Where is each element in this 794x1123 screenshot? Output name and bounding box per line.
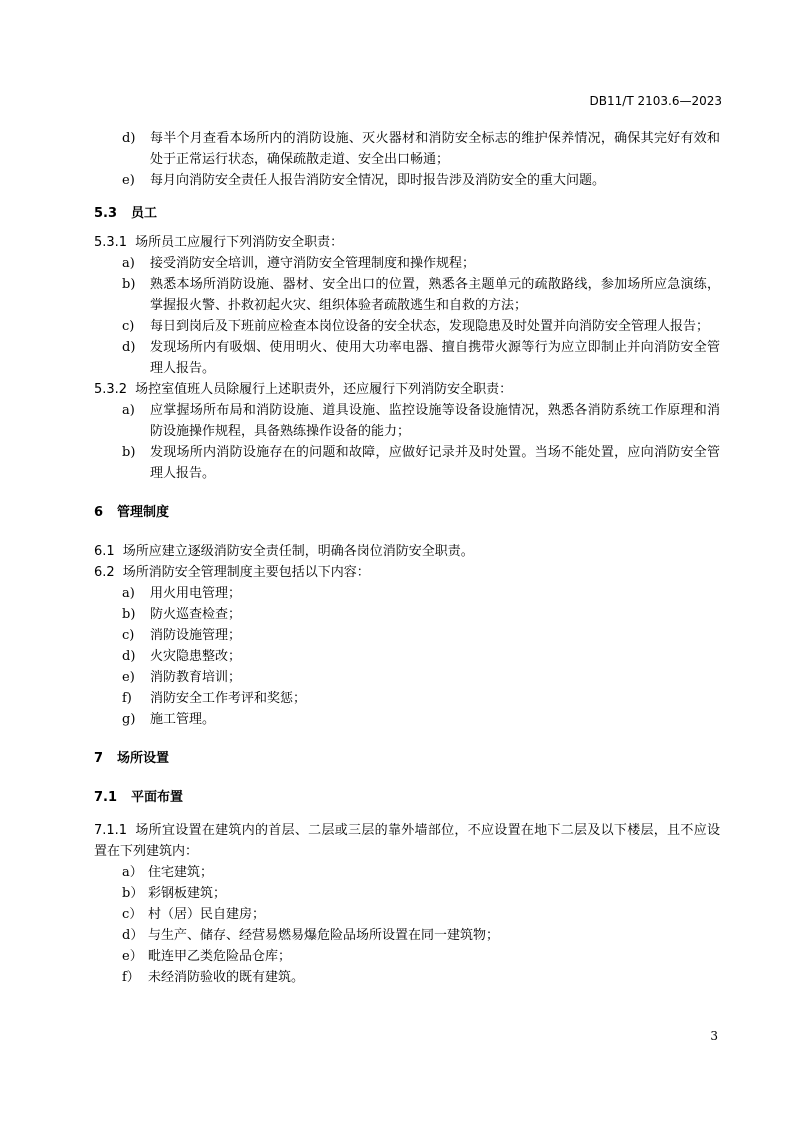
clause-text: 场所宜设置在建筑内的首层、二层或三层的靠外墙部位，不应设置在地下二层及以下楼层，且不应设置在下列建筑内：: [94, 823, 720, 859]
list-item-text: 消防安全工作考评和奖惩；: [150, 691, 307, 706]
list-item: [122, 274, 720, 316]
section-number: 7.1: [94, 790, 118, 805]
list-item-text: 每月向消防安全责任人报告消防安全情况，即时报告涉及消防安全的重大问题。: [150, 173, 606, 188]
list-item: [122, 337, 720, 379]
list-item-label: e）: [122, 949, 143, 964]
list-item: [122, 442, 720, 484]
section-heading-7-1: [94, 787, 720, 808]
list-item-text: 消防设施管理；: [150, 628, 242, 643]
list-item-label: a）: [122, 865, 143, 880]
chapter-number: 7: [94, 751, 104, 766]
clause-number: 6.1: [94, 544, 115, 559]
list-item: [122, 883, 720, 904]
list-item-text: 用火用电管理；: [150, 586, 242, 601]
list-item-text: 发现场所内消防设施存在的问题和故障，应做好记录并及时处置。当场不能处置，应向消防安全管理人报告。: [150, 445, 720, 481]
section-number: 5.3: [94, 206, 118, 221]
list-item: [122, 667, 720, 688]
list-item-text: 未经消防验收的既有建筑。: [148, 970, 305, 985]
list-item-text: 消防教育培训；: [150, 670, 242, 685]
chapter-title: 管理制度: [117, 505, 170, 520]
list-item: [122, 128, 720, 170]
list-item-text: 村（居）民自建房；: [148, 907, 266, 922]
list-item: [122, 400, 720, 442]
list-item-label: c): [122, 628, 135, 643]
list-item: [122, 709, 720, 730]
list-item-label: c): [122, 319, 135, 334]
list-item: [122, 946, 720, 967]
clause-number: 6.2: [94, 565, 115, 580]
clause-text: 场所应建立逐级消防安全责任制，明确各岗位消防安全职责。: [122, 544, 474, 559]
list-item-text: 熟悉本场所消防设施、器材、安全出口的位置，熟悉各主题单元的疏散路线，参加场所应急演练，掌握报火警、扑救初起火灾、组织体验者疏散逃生和自救的方法；: [150, 277, 720, 313]
list-item: [122, 646, 720, 667]
clause-5-3-1: [94, 232, 720, 253]
list-item-text: 每日到岗后及下班前应检查本岗位设备的安全状态，发现隐患及时处置并向消防安全管理人报告；: [150, 319, 710, 334]
list-item-text: 毗连甲乙类危险品仓库；: [148, 949, 292, 964]
list-item-text: 施工管理。: [150, 712, 216, 727]
list-item-label: d): [122, 340, 136, 355]
list-item: [122, 625, 720, 646]
clause-number: 5.3.1: [94, 235, 128, 250]
list-item-text: 发现场所内有吸烟、使用明火、使用大功率电器、擅自携带火源等行为应立即制止并向消防安全管理人报告。: [150, 340, 720, 376]
clause-6-1: [94, 541, 720, 562]
list-item-label: f): [122, 691, 132, 706]
clause-text: 场所消防安全管理制度主要包括以下内容：: [122, 565, 370, 580]
list-item-label: b）: [122, 886, 144, 901]
page-content: [94, 128, 720, 988]
document-code: DB11/T 2103.6—2023: [589, 94, 722, 108]
list-item: [122, 925, 720, 946]
list-item-label: c）: [122, 907, 143, 922]
list-item: [122, 583, 720, 604]
list-item-text: 火灾隐患整改；: [150, 649, 242, 664]
list-item-label: e): [122, 173, 135, 188]
list-item-label: d）: [122, 928, 144, 943]
list-item-label: d): [122, 131, 136, 146]
list-item-label: e): [122, 670, 135, 685]
list-item: [122, 967, 720, 988]
list-item-label: a): [122, 256, 135, 271]
chapter-number: 6: [94, 505, 104, 520]
list-item: [122, 904, 720, 925]
list-item-text: 住宅建筑；: [148, 865, 214, 880]
list-item-text: 与生产、储存、经营易燃易爆危险品场所设置在同一建筑物；: [148, 928, 500, 943]
chapter-heading-6: [94, 502, 720, 523]
clause-6-2: [94, 562, 720, 583]
list-item-text: 彩钢板建筑；: [148, 886, 227, 901]
list-item: [122, 170, 720, 191]
list-item: [122, 316, 720, 337]
section-title: 员工: [131, 206, 158, 221]
clause-text: 场控室值班人员除履行上述职责外，还应履行下列消防安全职责：: [135, 382, 513, 397]
list-item: [122, 688, 720, 709]
list-item-label: b): [122, 277, 136, 292]
list-item-text: 应掌握场所布局和消防设施、道具设施、监控设施等设备设施情况，熟悉各消防系统工作原理和消防设施操作规程，具备熟练操作设备的能力；: [150, 403, 720, 439]
chapter-title: 场所设置: [117, 751, 170, 766]
clause-number: 7.1.1: [94, 823, 128, 838]
list-item: [122, 253, 720, 274]
list-item-label: b): [122, 445, 136, 460]
chapter-heading-7: [94, 748, 720, 769]
clause-5-3-2: [94, 379, 720, 400]
section-heading-5-3: [94, 203, 720, 224]
clause-number: 5.3.2: [94, 382, 128, 397]
list-item: [122, 604, 720, 625]
list-item-text: 防火巡查检查；: [150, 607, 242, 622]
clause-text: 场所员工应履行下列消防安全职责：: [135, 235, 344, 250]
list-item-label: d): [122, 649, 136, 664]
list-item-label: a): [122, 586, 135, 601]
page-number: 3: [710, 1029, 718, 1043]
list-item-text: 接受消防安全培训，遵守消防安全管理制度和操作规程；: [150, 256, 476, 271]
section-title: 平面布置: [131, 790, 184, 805]
list-item-label: a): [122, 403, 135, 418]
list-item: [122, 862, 720, 883]
list-item-label: b): [122, 607, 136, 622]
list-item-label: f）: [122, 970, 140, 985]
list-item-text: 每半个月查看本场所内的消防设施、灭火器材和消防安全标志的维护保养情况，确保其完好有效和处于正常运行状态，确保疏散走道、安全出口畅通；: [150, 131, 720, 167]
list-item-label: g): [122, 712, 136, 727]
clause-7-1-1: [94, 820, 720, 862]
